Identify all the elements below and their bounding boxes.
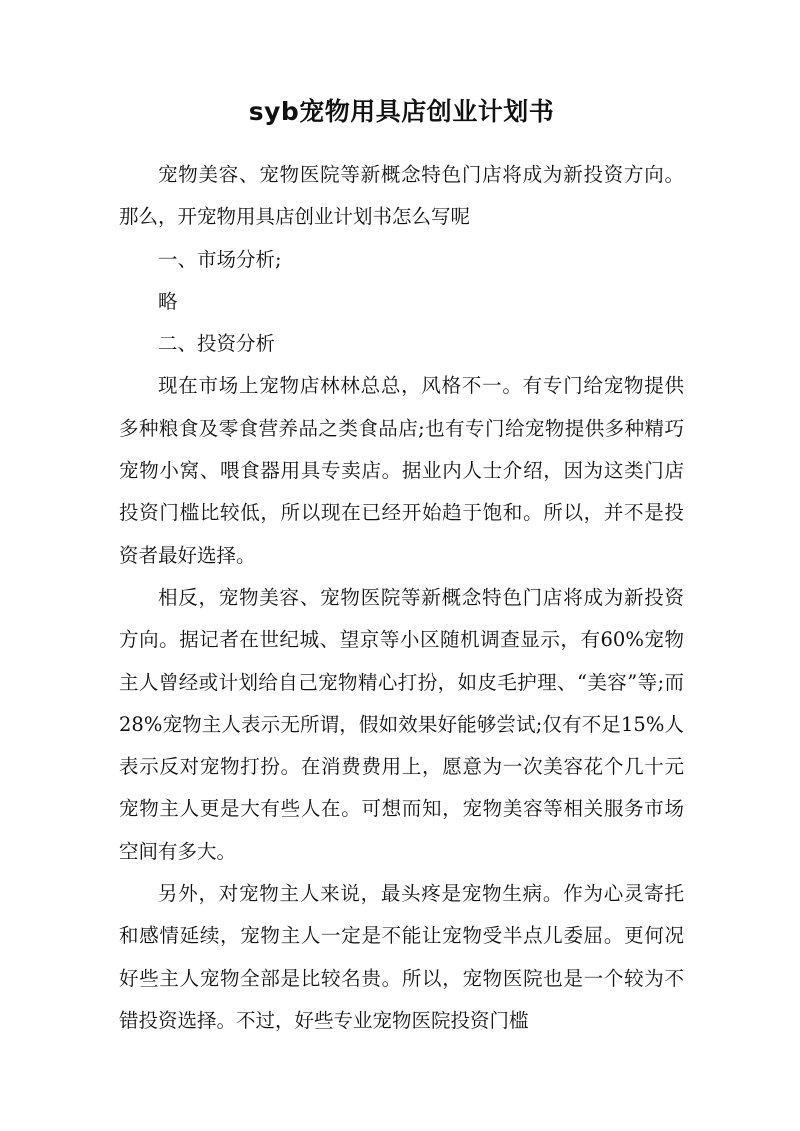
- heading-market-analysis: 一、市场分析;: [158, 247, 282, 271]
- document-title: syb宠物用具店创业计划书: [248, 97, 555, 126]
- paragraph-intro: 宠物美容、宠物医院等新概念特色门店将成为新投资方向。那么，开宠物用具店创业计划书怎么写呢: [119, 163, 684, 229]
- paragraph-market-status: 现在市场上宠物店林林总总，风格不一。有专门给宠物提供多种粮食及零食营养品之类食品店;也有专门给宠物提供多种精巧宠物小窝、喂食器用具专卖店。据业内人士介绍，因为这类门店投资门槛比较低，所以现在已经开始趋于饱和。所以，并不是投资者最好选择。: [119, 374, 684, 567]
- paragraph-pet-hospital: 另外，对宠物主人来说，最头疼是宠物生病。作为心灵寄托和感情延续，宠物主人一定是不能让宠物受半点儿委屈。更何况好些主人宠物全部是比较名贵。所以，宠物医院也是一个较为不错投资选择。不过，好些专业宠物医院投资门槛: [119, 882, 684, 1032]
- paragraph-grooming-opportunity: 相反，宠物美容、宠物医院等新概念特色门店将成为新投资方向。据记者在世纪城、望京等小区随机调查显示，有60%宠物主人曾经或计划给自己宠物精心打扮，如皮毛护理、“美容”等;而28%宠物主人表示无所谓，假如效果好能够尝试;仅有不足15%人表示反对宠物打扮。在消费费用上，愿意为一次美容花个几十元宠物主人更是大有些人在。可想而知，宠物美容等相关服务市场空间有多大。: [119, 585, 684, 863]
- heading-investment-analysis: 二、投资分析: [158, 332, 276, 356]
- paragraph-omitted: 略: [158, 289, 178, 313]
- document-page: [119, 92, 684, 1042]
